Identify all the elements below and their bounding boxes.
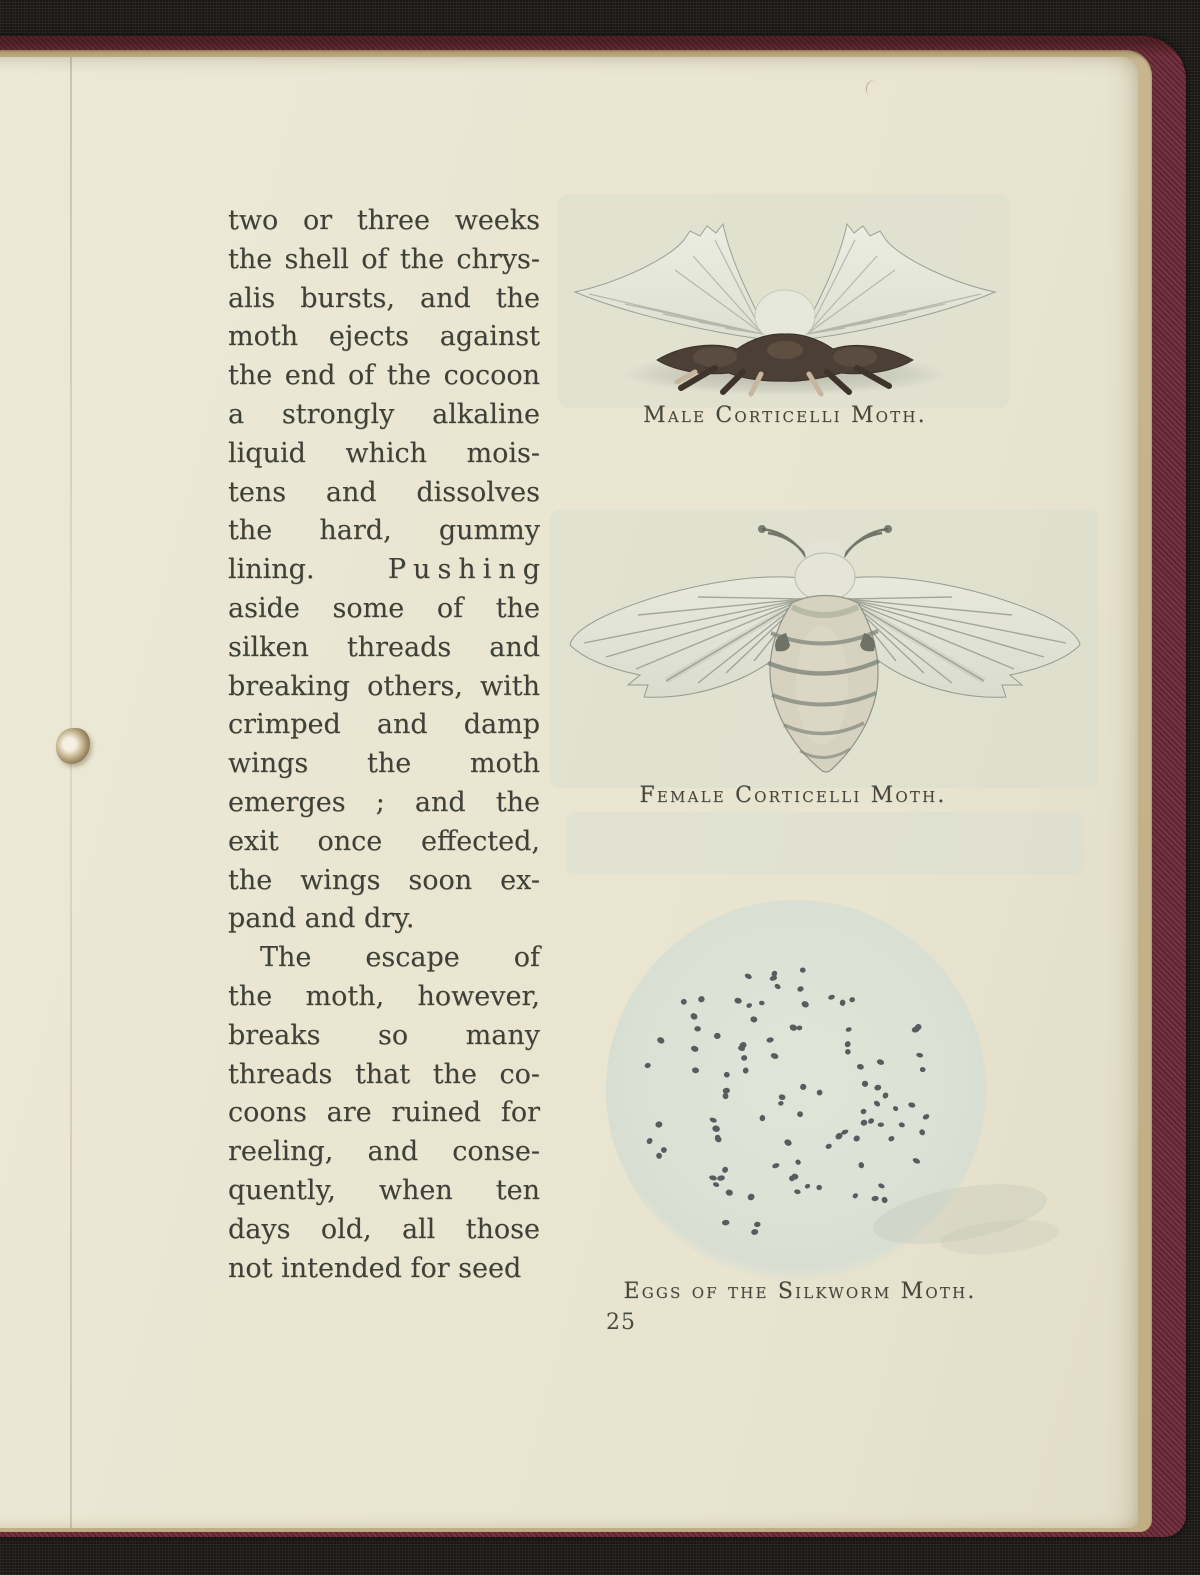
- text-line: two or three weeks: [228, 205, 540, 236]
- text-line: exit once effected,: [228, 825, 540, 857]
- halftone-band: [566, 812, 1084, 874]
- text-line: alis bursts, and the: [228, 282, 540, 314]
- text-line: crimped and damp: [228, 709, 540, 741]
- text-line: the hard, gummy: [228, 515, 540, 547]
- text-line: moth ejects against: [228, 321, 540, 353]
- text-line: breaks so many: [228, 1019, 540, 1051]
- text-line: emerges ; and the: [228, 786, 540, 818]
- text-line: the end of the cocoon: [228, 360, 540, 392]
- male-corticelli-moth-illustration: [565, 200, 1005, 400]
- text-line: the moth, however,: [228, 980, 540, 1012]
- text-line: aside some of the: [228, 592, 540, 624]
- text-line: the shell of the chrys-: [228, 243, 540, 275]
- female-moth-caption: Female Corticelli Moth.: [639, 783, 947, 808]
- text-line: lining. Pushing: [228, 554, 547, 586]
- text-line: quently, when ten: [228, 1174, 540, 1206]
- body-text-column: [228, 205, 547, 1291]
- text-line: the wings soon ex-: [228, 864, 540, 896]
- silkworm-eggs-illustration: [600, 892, 1140, 1292]
- text-line: threads that the co-: [228, 1058, 540, 1090]
- page-number: 25: [606, 1310, 636, 1335]
- eggs-caption: Eggs of the Silkworm Moth.: [623, 1279, 977, 1304]
- page-fold-crease: [70, 57, 72, 1528]
- text-line: wings the moth: [228, 748, 540, 780]
- text-line: silken threads and: [228, 631, 540, 663]
- text-line: a strongly alkaline: [228, 398, 540, 430]
- text-line: not intended for seed: [228, 1252, 522, 1284]
- male-moth-caption: Male Corticelli Moth.: [643, 403, 927, 428]
- text-line: days old, all those: [228, 1213, 540, 1245]
- text-line: tens and dissolves: [228, 476, 540, 508]
- text-line: pand and dry.: [228, 903, 415, 935]
- text-line: breaking others, with: [228, 670, 540, 702]
- text-line: The escape of: [260, 942, 540, 974]
- text-line: reeling, and conse-: [228, 1136, 540, 1168]
- text-line: liquid which mois-: [228, 437, 540, 469]
- text-line: coons are ruined for: [228, 1097, 540, 1129]
- female-corticelli-moth-illustration: [558, 515, 1088, 783]
